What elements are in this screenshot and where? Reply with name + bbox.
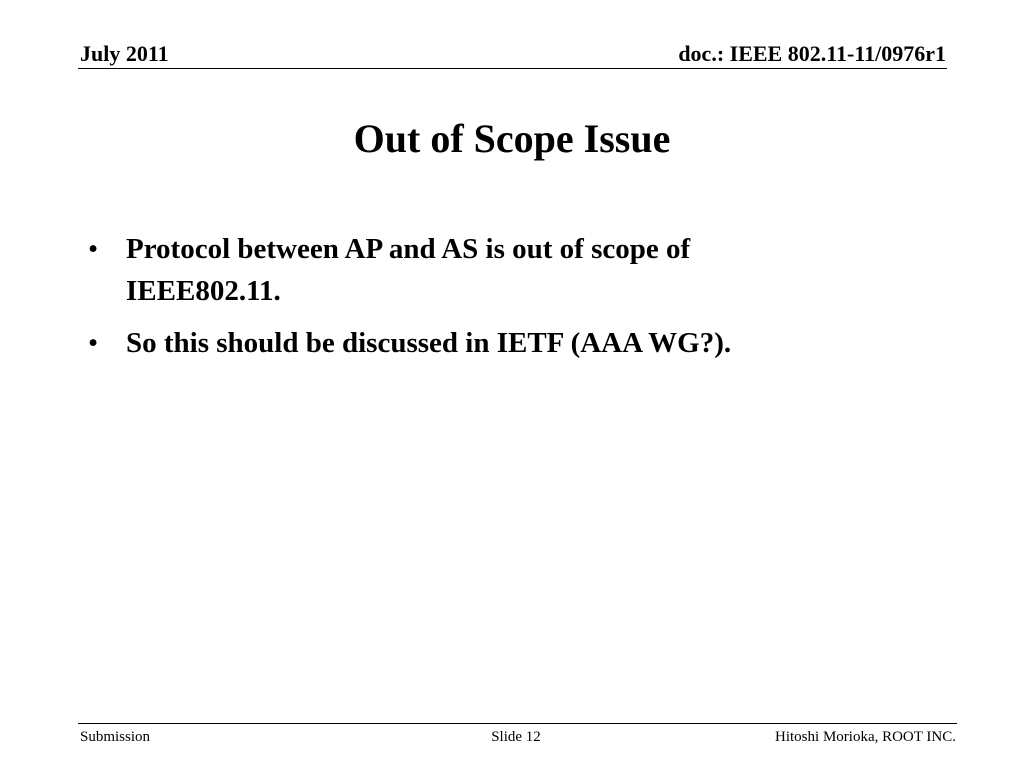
footer-author: Hitoshi Morioka, ROOT INC. [775,729,956,745]
footer-divider [78,723,957,724]
header-divider [78,68,947,69]
bullet-item [84,322,844,364]
bullet-text: So this should be discussed in IETF (AAA WG?). [126,327,732,359]
footer-submission: Submission [80,729,151,745]
bullet-item [84,228,844,312]
bullet-marker: • [88,233,99,265]
bullet-marker: • [88,327,99,359]
bullet-list [84,228,844,374]
bullet-text: Protocol between AP and AS is out of scope of IEEE802.11. [126,233,691,307]
header-date: July 2011 [80,41,169,66]
header-doc-id: doc.: IEEE 802.11-11/0976r1 [678,41,946,66]
footer-slide-number: Slide 12 [491,729,541,745]
slide-title: Out of Scope Issue [353,116,671,161]
